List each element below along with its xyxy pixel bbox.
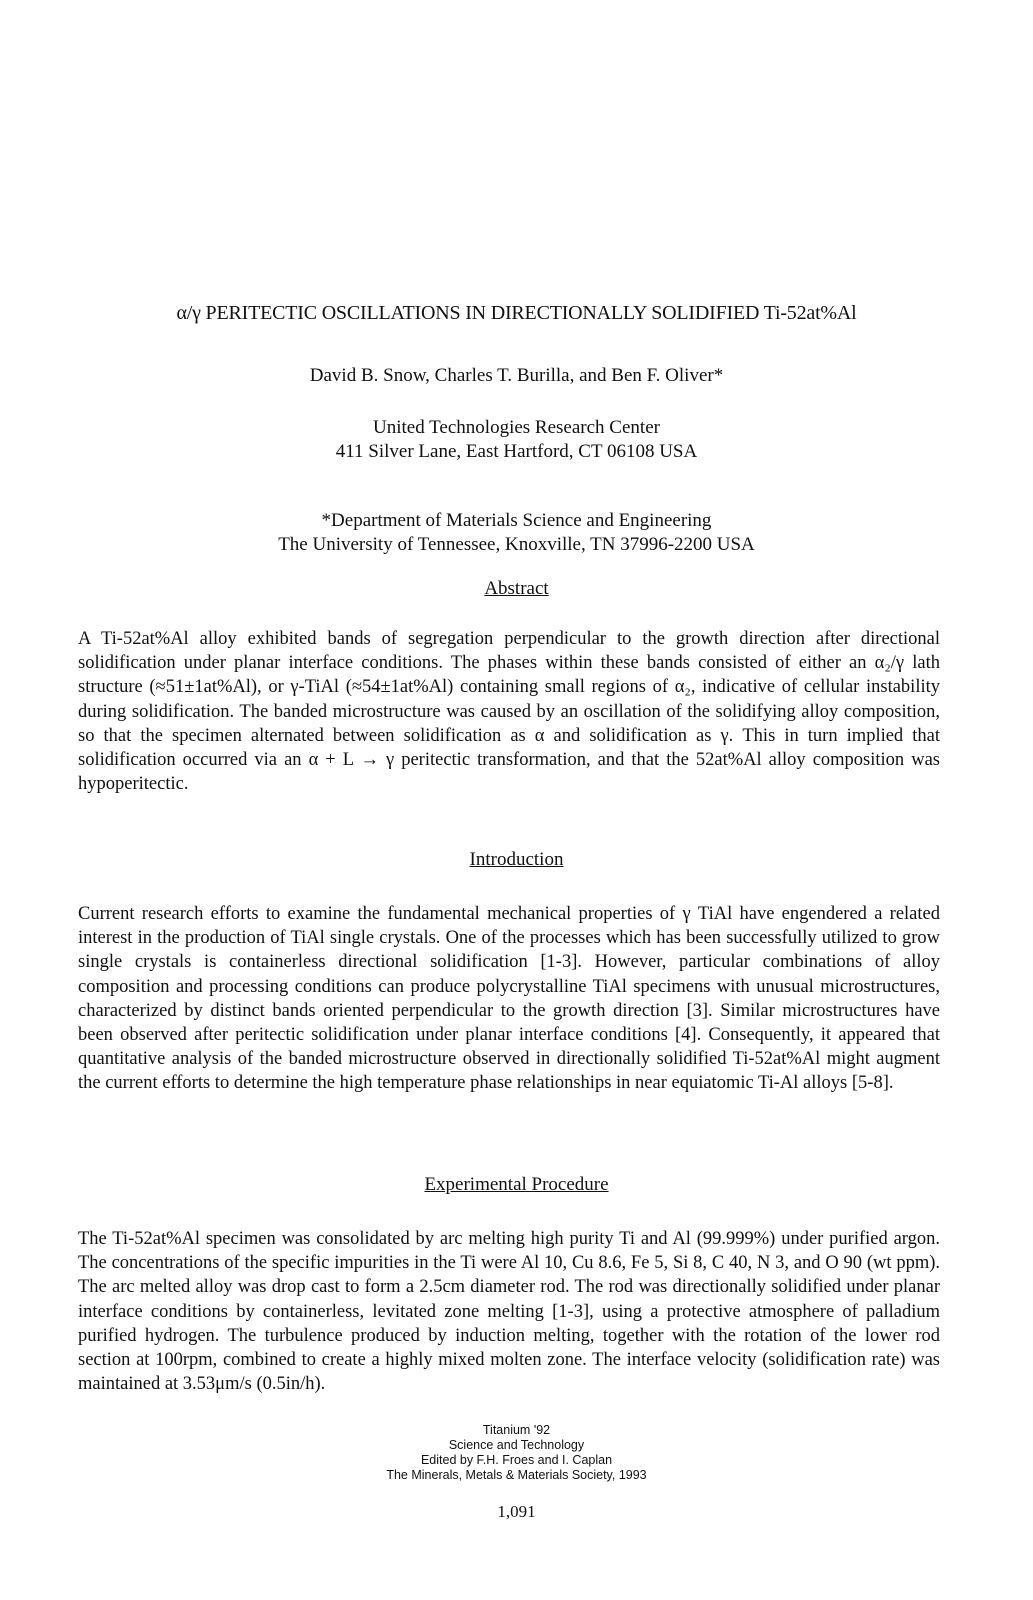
paper-title: α/γ PERITECTIC OSCILLATIONS IN DIRECTIONALLY SOLIDIFIED Ti-52at%Al <box>176 302 857 324</box>
experimental-heading <box>60 1174 973 1196</box>
affiliation-primary <box>60 416 973 464</box>
experimental-heading-text: Experimental Procedure <box>424 1174 609 1195</box>
footer-book-title: Titanium '92 <box>482 1423 551 1437</box>
abstract-heading-text: Abstract <box>484 578 549 599</box>
footer-editors: Edited by F.H. Froes and I. Caplan <box>420 1453 613 1467</box>
experimental-paragraph: The Ti-52at%Al specimen was consolidated by arc melting high purity Ti and Al (99.999%) under purified argon. The concentrations of the specific impurities in the Ti were Al 10, Cu 8.6, Fe 5, Si 8, C 40, N 3, and O 90 (wt ppm). The arc melted alloy was drop cast to form a 2.5cm diameter rod. The rod was directionally solidified under planar interface conditions by containerless, levitated zone melting [1-3], using a protective atmosphere of palladium purified hydrogen. The turbulence produced by induction melting, together with the rotation of the lower rod section at 100rpm, combined to create a highly mixed molten zone. The interface velocity (solidification rate) was maintained at 3.53μm/s (0.5in/h). <box>78 1229 940 1395</box>
footer-book-subtitle: Science and Technology <box>448 1438 585 1452</box>
affiliation-primary-address: 411 Silver Lane, East Hartford, CT 06108 USA <box>335 441 698 462</box>
abstract-heading <box>60 578 973 600</box>
affiliation-secondary-address: The University of Tennessee, Knoxville, TN 37996-2200 USA <box>278 534 755 555</box>
footer-publisher: The Minerals, Metals & Materials Society, 1993 <box>386 1468 647 1482</box>
affiliation-primary-name: United Technologies Research Center <box>373 417 660 438</box>
author-list: David B. Snow, Charles T. Burilla, and Ben F. Oliver* <box>309 365 724 386</box>
affiliation-secondary <box>60 509 973 557</box>
introduction-paragraph: Current research efforts to examine the fundamental mechanical properties of γ TiAl have engendered a related interest in the production of TiAl single crystals. One of the processes which has been successfully utilized to grow single crystals is containerless directional solidification [1-3]. However, particular combinations of alloy composition and processing conditions can produce polycrystalline TiAl specimens with unusual microstructures, characterized by distinct bands oriented perpendicular to the growth direction [3]. Similar microstructures have been observed after peritectic solidification under planar interface conditions [4]. Consequently, it appeared that quantitative analysis of the banded microstructure observed in directionally solidified Ti-52at%Al might augment the current efforts to determine the high temperature phase relationships in near equiatomic Ti-Al alloys [5-8]. <box>78 904 940 1094</box>
page-number: 1,091 <box>497 1502 536 1521</box>
affiliation-secondary-dept: *Department of Materials Science and Engineering <box>321 510 712 531</box>
introduction-heading-text: Introduction <box>469 849 564 870</box>
abstract-paragraph: A Ti-52at%Al alloy exhibited bands of segregation perpendicular to the growth direction after directional solidification under planar interface conditions. The phases within these bands consisted of either an α₂/γ lath structure (≈51±1at%Al), or γ-TiAl (≈54±1at%Al) containing small regions of α₂, indicative of cellular instability during solidification. The banded microstructure was caused by an oscillation of the solidifying alloy composition, so that the specimen alternated between solidification as α and solidification as γ. This in turn implied that solidification occurred via an α + L → γ peritectic transformation, and that the 52at%Al alloy composition was hypoperitectic. <box>78 629 940 795</box>
introduction-heading <box>60 849 973 871</box>
publication-footer <box>60 1423 973 1483</box>
